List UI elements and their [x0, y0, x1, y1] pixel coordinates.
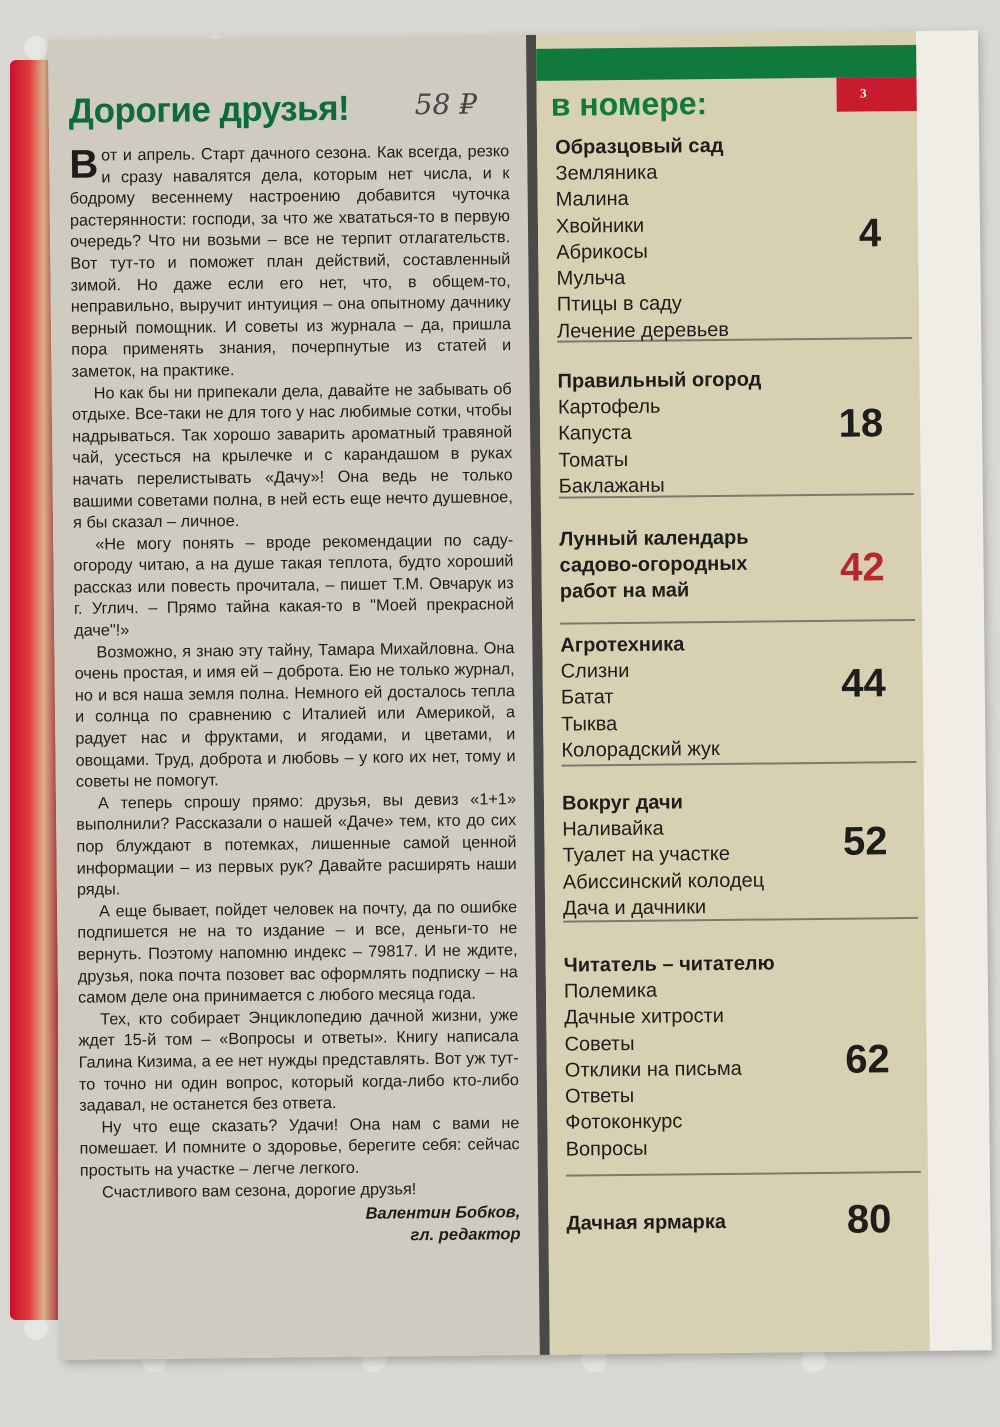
toc-section-agrotekhnika[interactable] [560, 629, 916, 767]
toc-item[interactable]: Абрикосы [556, 240, 648, 264]
toc-page-number: 4 [858, 211, 882, 256]
signature-name: Валентин Бобков, [365, 1203, 521, 1223]
toc-section-title: Лунный календарь садово-огородных работ на май [559, 526, 749, 603]
toc-item[interactable]: Батат [560, 686, 614, 709]
toc-item[interactable]: Советы [564, 1032, 635, 1056]
toc-item[interactable]: Дача и дачники [563, 896, 707, 920]
toc-section-obraztsovy-sad[interactable] [555, 131, 912, 343]
toc-page-number: 42 [839, 545, 885, 590]
toc-item[interactable]: Слизни [560, 659, 630, 683]
toc-section-title: Читатель – читателю [563, 952, 775, 977]
editorial-body [69, 141, 520, 1204]
editorial-paragraph: Вот и апрель. Старт дачного сезона. Как всегда, резко и сразу навалятся дела, которым нет числа, и к бодрому весеннему настроению добавится чуточка растерянности: господи, за что же хвататься-то в первую очередь? Что ни возьми – все не терпит отлагательств. Вот тут-то и поможет план действий, составленный зимой. Но даже если его нет, что, в общем-то, неправильно, выручит интуиция – она опытному дачнику верный помощник. И советы из журнала – да, пришла пора применять знания, почерпнутые из статей и заметок, на практике. [69, 142, 512, 381]
toc-item[interactable]: Полемика [563, 979, 658, 1003]
toc-title: в номере: [550, 85, 708, 123]
editorial-paragraph: Возможно, я знаю эту тайну, Тамара Михайловна. Она очень простая, и имя ей – доброта. Ею не только журнал, но и вся наша земля полна. Немного ей досталось тепла и солнца по сравнению с Италией или Америкой, а радует нас и фруктами, и ягодами, и цветами, и овощами. Труд, доброта и любовь – у кого их нет, тому и советы не помогут. [74, 638, 516, 791]
toc-page-number: 62 [844, 1037, 890, 1082]
toc-item[interactable]: Картофель [557, 395, 661, 419]
toc-item[interactable]: Фотоконкурс [565, 1110, 683, 1135]
toc-green-band [536, 45, 916, 81]
editorial-paragraph: А теперь спрошу прямо: друзья, вы девиз «1+1» выполнили? Рассказали о нашей «Даче» тем, кто до сих пор блуждают в потемках, лишенные самой ценной информации – из первых рук? Давайте расширять наши ряды. [76, 789, 517, 899]
toc-item[interactable]: Ответы [564, 1085, 635, 1108]
toc-section-title: Образцовый сад [555, 134, 724, 159]
toc-item[interactable]: Наливайка [562, 817, 664, 841]
toc-item[interactable]: Тыква [561, 712, 618, 736]
toc-item[interactable]: Хвойники [555, 214, 645, 238]
toc-section-title: Правильный огород [557, 368, 762, 393]
toc-section-title: Дачная ярмарка [566, 1210, 727, 1235]
editorial-paragraph: Счастливого вам сезона, дорогие друзья! [101, 1179, 417, 1201]
drop-cap: В [69, 142, 99, 187]
magazine-page [48, 30, 992, 1360]
toc-section-title: Агротехника [560, 633, 685, 657]
editorial-paragraph: А еще бывает, пойдет человек на почту, да по ошибке подпишется не на то издание – и все, деньги-то не вернуть. Поэтому напомню индекс – 79817. И не ждите, друзья, пока почта позовет вас оформлять подписку – на самом деле она принимается с любого месяца года. [77, 897, 518, 1007]
toc-page-number: 52 [842, 819, 888, 864]
toc-item[interactable]: Птицы в саду [556, 292, 682, 317]
toc-item[interactable]: Лечение деревьев [556, 318, 730, 343]
toc-section-title: Вокруг дачи [561, 791, 683, 815]
toc-item[interactable]: Вопросы [565, 1137, 648, 1161]
page-number: 3 [860, 85, 867, 101]
toc-item[interactable]: Капуста [558, 422, 632, 445]
signature [80, 1201, 520, 1250]
toc-page-number: 44 [841, 661, 887, 706]
handwritten-price-note: 58 ₽ [414, 87, 478, 122]
editorial-paragraph: Ну что еще сказать? Удачи! Она нам с вами не помешает. И помните о здоровье, берегите себя: сейчас простыть на участке – легче легкого. [79, 1113, 520, 1180]
toc-item[interactable]: Баклажаны [558, 474, 665, 498]
toc-page-number: 18 [838, 401, 884, 446]
toc-item[interactable]: Абиссинский колодец [562, 869, 765, 894]
editorial-paragraph: «Не могу понять – вроде рекомендации по саду-огороду читаю, а на душе такая теплота, будто хороший рассказ или повесть прочитала, – пишет Т.М. Овчарук из г. Углич. – Прямо тайна какая-то в "Моей прекрасной даче"!» [73, 530, 515, 640]
table-of-contents [536, 31, 930, 1355]
toc-section-pravilny-ogorod[interactable] [557, 365, 913, 499]
toc-item[interactable]: Мульча [556, 267, 626, 290]
toc-item[interactable]: Малина [555, 188, 629, 211]
editorial-column [48, 35, 540, 1360]
editorial-paragraph: Тех, кто собирает Энциклопедию дачной жизни, уже ждет 15-й том – «Вопросы и ответы». Книгу написала Галина Кизима, а ее нет нужды представлять. Вот уж тут-то точно ни один вопрос, который когда-либо кто-либо задавал, не останется без ответа. [78, 1005, 520, 1115]
toc-section-dachnaya-yarmarka[interactable] [566, 1197, 922, 1261]
toc-section-lunny-kalendar[interactable] [559, 523, 915, 625]
toc-item[interactable]: Колорадский жук [561, 737, 720, 762]
editorial-title: Дорогие друзья! [68, 88, 350, 131]
toc-item[interactable]: Дачные хитрости [564, 1005, 725, 1029]
toc-item[interactable]: Отклики на письма [564, 1057, 742, 1082]
toc-item[interactable]: Туалет на участке [562, 843, 731, 867]
editorial-paragraph: Но как бы ни припекали дела, давайте не забывать об отдыхе. Все-таки не для того у нас любимые сотки, чтобы надрываться. Так хорошо заварить ароматный травяной чай, усесться на крылечке и с карандашом в руках начать перелистывать «Дачу»! Она ведь не только вашими советами полна, в ней есть еще нечто душевное, я бы сказал – личное. [71, 379, 513, 532]
magazine [10, 40, 970, 1370]
toc-section-vokrug-dachi[interactable] [562, 787, 918, 923]
toc-red-tab [836, 77, 916, 112]
toc-page-number: 80 [846, 1197, 892, 1242]
toc-section-chitatel-chitatelyu[interactable] [564, 949, 921, 1177]
toc-item[interactable]: Томаты [558, 448, 629, 472]
signature-role: гл. редактор [410, 1225, 521, 1245]
toc-item[interactable]: Земляника [555, 161, 658, 185]
